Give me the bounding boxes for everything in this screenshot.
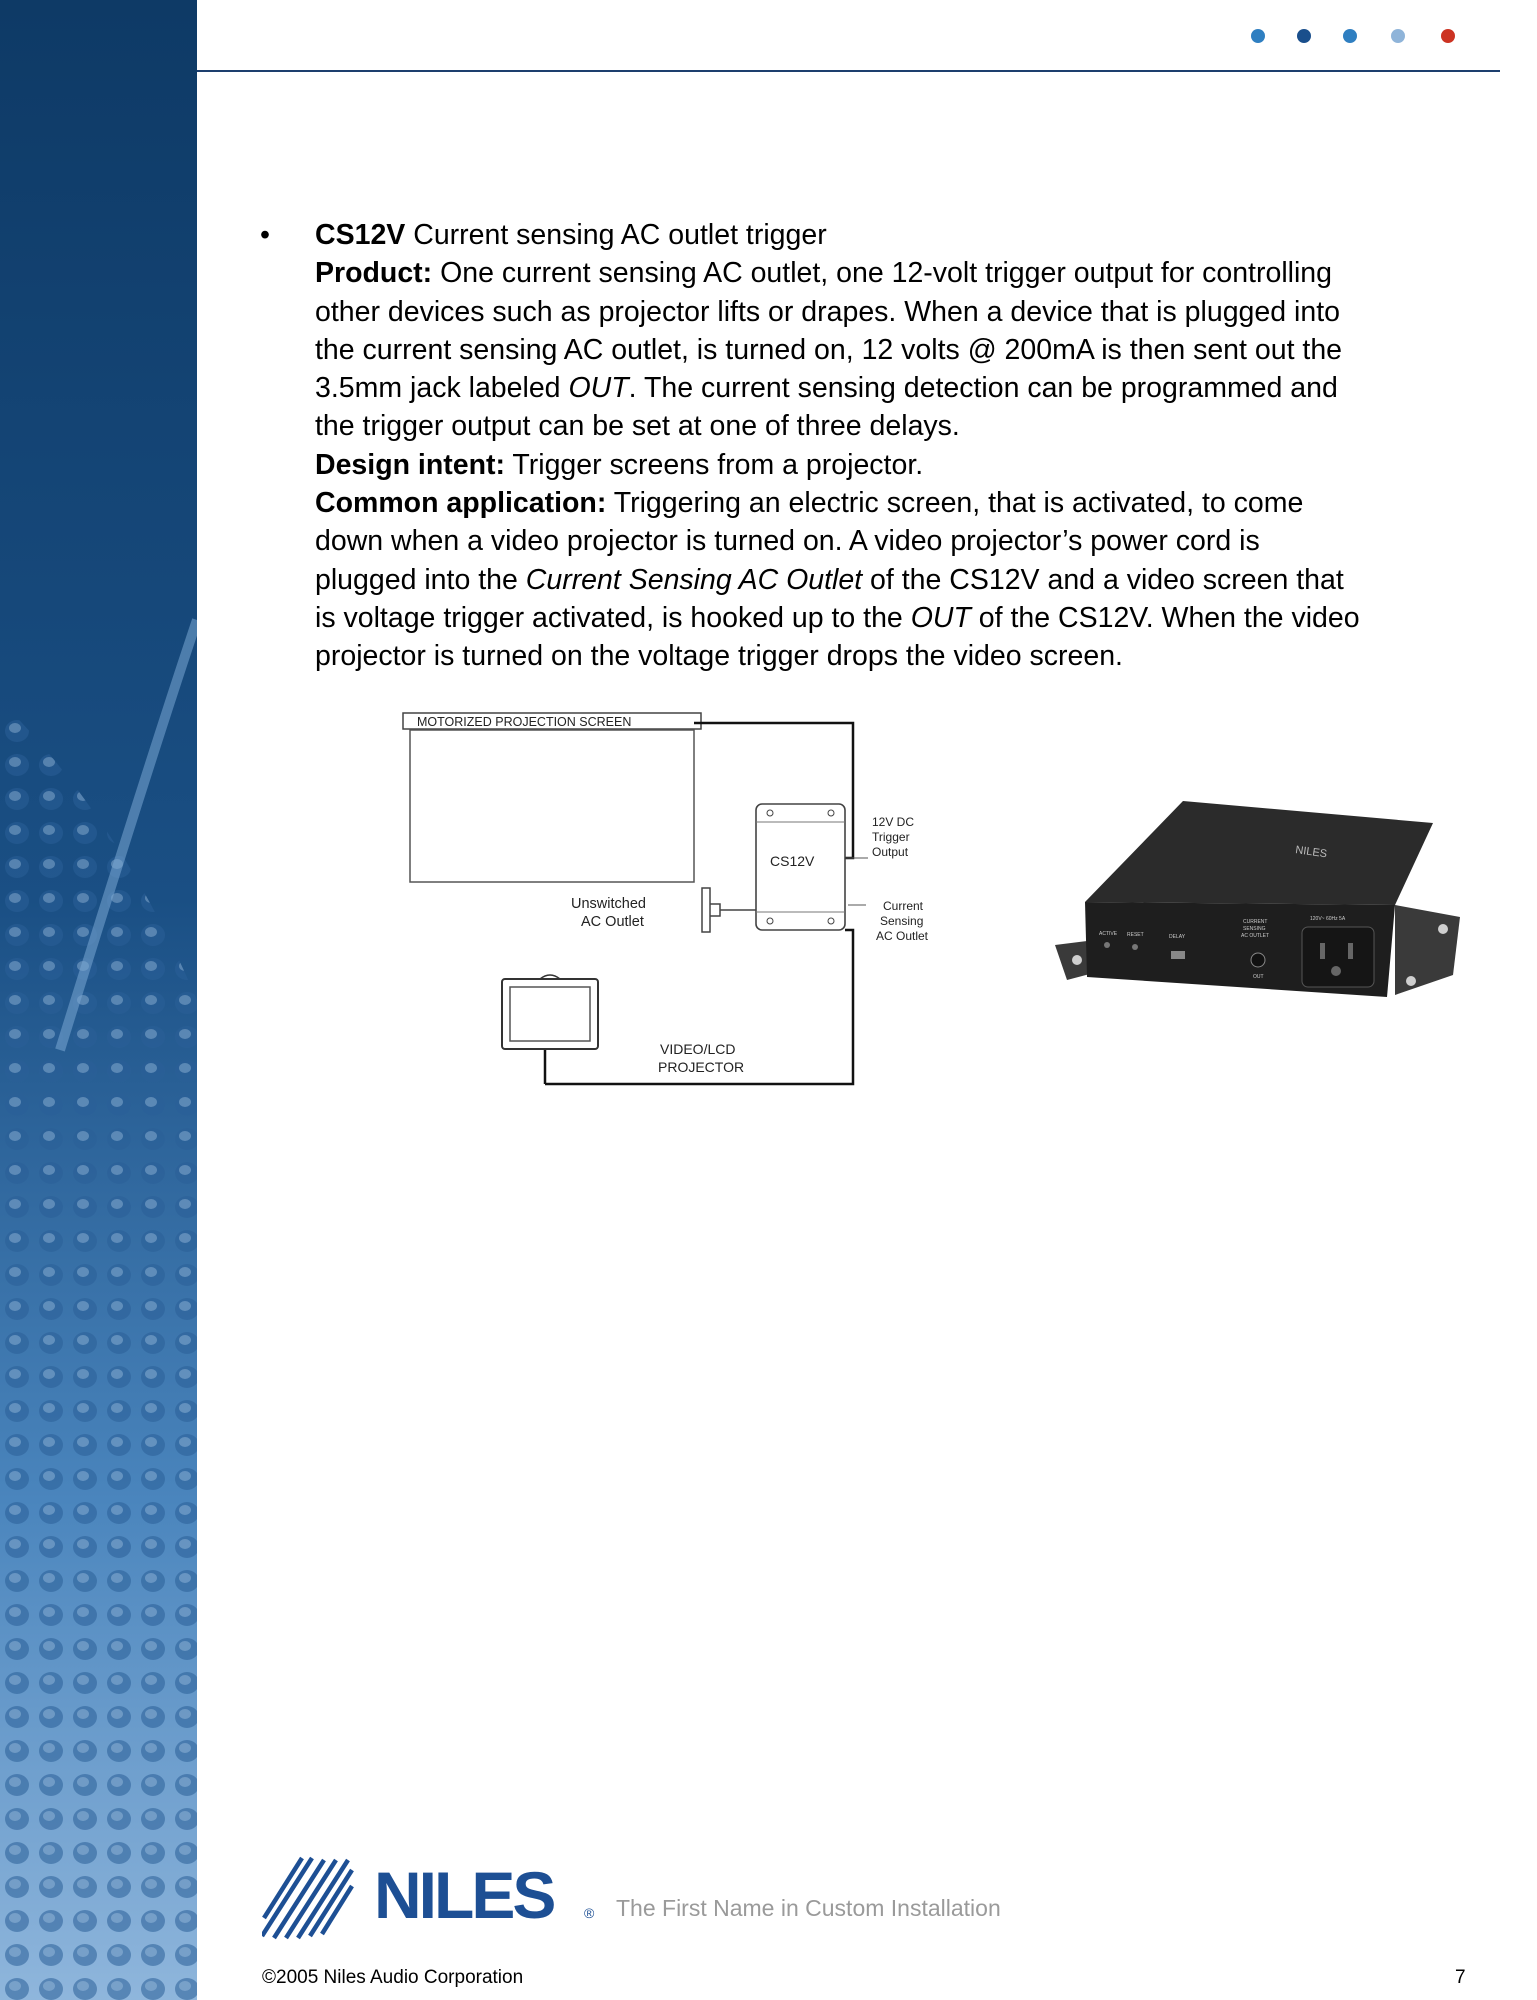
application-text: is voltage trigger activated, is hooked up to the (315, 601, 911, 634)
product-text: 3.5mm jack labeled (315, 372, 569, 405)
header-rule (197, 70, 1500, 72)
trigger-label: 12V DC Trigger Output (872, 815, 915, 859)
svg-text:CURRENT: CURRENT (1243, 919, 1268, 925)
application-text: plugged into the (315, 563, 526, 596)
sidebar-decoration (0, 0, 197, 2000)
outlet-slot (1320, 943, 1325, 959)
outlet-slot (1348, 943, 1353, 959)
cs12v-product-photo (1055, 795, 1465, 1025)
sensing-outlet-label: Current Sensing AC Outlet (876, 899, 929, 943)
tagline: The First Name in Custom Installation (616, 1895, 1001, 1921)
svg-text:RESET: RESET (1127, 932, 1144, 938)
page-number: 7 (1455, 1967, 1466, 1988)
out-jack (1251, 953, 1265, 967)
product-line-2: other devices such as projector lifts or drapes. When a device that is plugged into (315, 295, 1340, 328)
entry-body (315, 216, 1537, 676)
svg-text:120V~ 60Hz 5A: 120V~ 60Hz 5A (1310, 916, 1346, 922)
active-led (1104, 942, 1110, 948)
device-brand: NILES (1294, 844, 1328, 861)
application-text: Triggering an electric screen, that is activated, to come (606, 487, 1304, 520)
unswitched-outlet-label: Unswitched AC Outlet (571, 896, 646, 930)
application-line-5: projector is turned on the voltage trigger drops the video screen. (315, 640, 1123, 673)
plug-connector (710, 904, 756, 916)
flange-hole (1438, 924, 1448, 934)
header-dot (1251, 29, 1265, 43)
svg-text:DELAY: DELAY (1169, 934, 1186, 940)
application-text: of the CS12V. When the video (970, 601, 1360, 634)
product-line-4 (315, 369, 1537, 407)
application-line-4 (315, 599, 1537, 637)
svg-text:AC OUTLET: AC OUTLET (1241, 933, 1270, 939)
header-dot (1391, 29, 1405, 43)
svg-text:OUT: OUT (1253, 974, 1264, 980)
product-label: Product: (315, 257, 433, 290)
ac-outlet (1302, 927, 1374, 987)
mounting-flange (1395, 905, 1460, 995)
application-label: Common application: (315, 487, 607, 520)
copyright-text: ©2005 Niles Audio Corporation (262, 1967, 524, 1988)
projector-label: VIDEO/LCD PROJECTOR (658, 1041, 745, 1075)
device-top (1085, 801, 1433, 905)
out-italic: OUT (910, 601, 971, 634)
product-text: One current sensing AC outlet, one 12-volt trigger output for controlling (432, 257, 1333, 290)
svg-text:ACTIVE: ACTIVE (1099, 931, 1118, 937)
header-dot (1343, 29, 1357, 43)
bullet-marker: • (260, 219, 270, 251)
entry-title-line (315, 216, 1537, 254)
product-line-1 (315, 254, 1537, 292)
cs12v-label: CS12V (770, 853, 815, 869)
flange-hole (1406, 976, 1416, 986)
screen-label: MOTORIZED PROJECTION SCREEN (417, 715, 632, 729)
product-name: CS12V (315, 219, 406, 251)
outlet-italic: Current Sensing AC Outlet (525, 563, 863, 596)
projection-screen (410, 730, 694, 882)
wall-outlet (702, 888, 710, 932)
reset-button (1132, 944, 1138, 950)
niles-emblem (262, 1858, 352, 1938)
product-subtitle: Current sensing AC outlet trigger (405, 219, 827, 251)
out-italic: OUT (568, 372, 629, 405)
flange-hole (1072, 955, 1082, 965)
design-intent-line (315, 446, 1537, 484)
application-line-1 (315, 484, 1537, 522)
registered-mark: ® (584, 1905, 595, 1921)
niles-wordmark: NILES (374, 1858, 554, 1932)
application-line-3 (315, 561, 1537, 599)
design-text: Trigger screens from a projector. (505, 448, 924, 481)
header-dot (1441, 29, 1455, 43)
design-label: Design intent: (315, 448, 505, 481)
product-text: . The current sensing detection can be programmed and (628, 372, 1338, 405)
product-line-5: the trigger output can be set at one of three delays. (315, 410, 960, 443)
application-text: of the CS12V and a video screen that (862, 563, 1344, 596)
svg-text:SENSING: SENSING (1243, 926, 1266, 932)
delay-switch (1171, 951, 1185, 959)
wiring-diagram (390, 708, 950, 1098)
application-line-2: down when a video projector is turned on. A video projector’s power cord is (315, 525, 1260, 558)
outlet-ground (1331, 966, 1341, 976)
projector-icon (502, 979, 598, 1049)
header-dot (1297, 29, 1311, 43)
product-line-3: the current sensing AC outlet, is turned on, 12 volts @ 200mA is then sent out the (315, 333, 1343, 366)
niles-logo (262, 1848, 1042, 1943)
